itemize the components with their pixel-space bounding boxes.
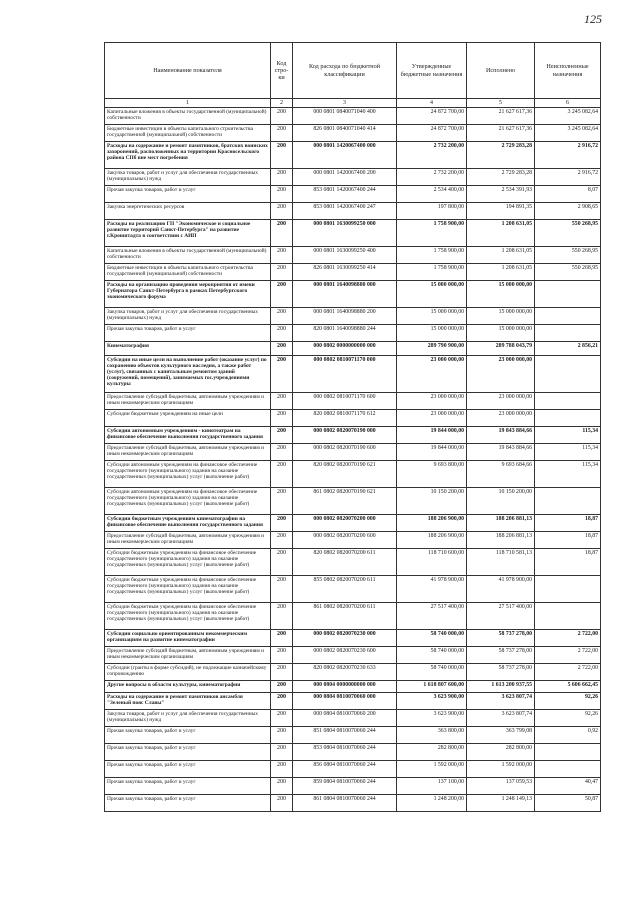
table-row [105, 220, 601, 247]
row-executed: 21 627 617,36 [467, 108, 535, 125]
row-approved: 1 758 900,00 [397, 220, 467, 247]
row-code: 200 [271, 169, 293, 186]
row-executed: 58 737 278,00 [467, 630, 535, 647]
row-name: Капитальные вложения в объекты государственной (муниципальной) собственности [105, 108, 271, 125]
row-expense-code: 000 0802 0810071170 600 [293, 393, 397, 410]
row-approved: 10 150 200,00 [397, 488, 467, 515]
row-name: Капитальные вложения в объекты государственной (муниципальной) собственности [105, 247, 271, 264]
row-name: Прочая закупка товаров, работ и услуг [105, 744, 271, 761]
row-name: Предоставление субсидий бюджетным, автономным учреждениям и иным некоммерческим организациям [105, 532, 271, 549]
row-remaining: 92,26 [535, 710, 601, 727]
table-row [105, 761, 601, 778]
row-name: Бюджетные инвестиции в объекты капитального строительства государственной (муниципальной) собственности [105, 264, 271, 281]
row-approved: 363 800,00 [397, 727, 467, 744]
row-expense-code: 000 0802 0820070230 000 [293, 630, 397, 647]
row-code: 200 [271, 108, 293, 125]
row-expense-code: 000 0801 1420067400 200 [293, 169, 397, 186]
row-expense-code: 000 0802 0820070190 600 [293, 444, 397, 461]
row-approved: 23 000 000,00 [397, 356, 467, 393]
row-name: Субсидии (гранты в форме субсидий), не подлежащие казначейскому сопровождению [105, 664, 271, 681]
row-remaining: 2 908,65 [535, 203, 601, 220]
row-approved: 23 000 000,00 [397, 393, 467, 410]
row-remaining: 550 268,95 [535, 264, 601, 281]
row-expense-code: 000 0802 0810071170 000 [293, 356, 397, 393]
row-executed: 2 729 283,28 [467, 169, 535, 186]
row-code: 200 [271, 325, 293, 342]
row-remaining [535, 744, 601, 761]
row-expense-code: 861 0802 0820070200 611 [293, 603, 397, 630]
row-code: 200 [271, 264, 293, 281]
table-row [105, 342, 601, 356]
row-approved: 27 517 400,00 [397, 603, 467, 630]
row-code: 200 [271, 630, 293, 647]
row-approved: 1 618 807 600,00 [397, 681, 467, 693]
row-approved: 24 872 700,00 [397, 108, 467, 125]
row-code: 200 [271, 461, 293, 488]
table-row [105, 603, 601, 630]
column-number-row [105, 99, 601, 108]
table-row [105, 744, 601, 761]
row-executed: 137 059,53 [467, 778, 535, 795]
table-row [105, 693, 601, 710]
row-remaining: 115,34 [535, 427, 601, 444]
row-code: 200 [271, 186, 293, 203]
table-row [105, 203, 601, 220]
row-expense-code: 000 0801 1630099250 000 [293, 220, 397, 247]
row-remaining [535, 325, 601, 342]
row-approved: 23 000 000,00 [397, 410, 467, 427]
column-number: 1 [105, 99, 271, 108]
row-code: 200 [271, 681, 293, 693]
row-remaining: 0,92 [535, 727, 601, 744]
row-expense-code: 000 0804 0810070060 200 [293, 710, 397, 727]
row-remaining [535, 761, 601, 778]
row-executed: 9 693 684,66 [467, 461, 535, 488]
table-row [105, 142, 601, 169]
table-row [105, 325, 601, 342]
row-approved: 9 693 800,00 [397, 461, 467, 488]
table-row [105, 461, 601, 488]
table-row [105, 444, 601, 461]
row-name: Предоставление субсидий бюджетным, автономным учреждениям и иным некоммерческим организациям [105, 647, 271, 664]
row-executed: 1 208 631,05 [467, 220, 535, 247]
table-row [105, 169, 601, 186]
row-executed: 1 592 000,00 [467, 761, 535, 778]
row-executed: 3 623 807,74 [467, 693, 535, 710]
row-executed: 1 208 631,05 [467, 247, 535, 264]
row-name: Другие вопросы в области культуры, кинематографии [105, 681, 271, 693]
table-row [105, 532, 601, 549]
row-code: 200 [271, 281, 293, 308]
row-approved: 2 732 200,00 [397, 142, 467, 169]
row-executed: 188 206 881,13 [467, 515, 535, 532]
column-number: 3 [293, 99, 397, 108]
row-approved: 1 248 200,00 [397, 795, 467, 812]
table-row [105, 247, 601, 264]
table-row [105, 125, 601, 142]
row-approved: 19 844 000,00 [397, 444, 467, 461]
row-name: Прочая закупка товаров, работ и услуг [105, 778, 271, 795]
row-remaining [535, 410, 601, 427]
row-name: Прочая закупка товаров, работ и услуг [105, 727, 271, 744]
row-executed: 58 737 278,00 [467, 664, 535, 681]
row-code: 200 [271, 515, 293, 532]
column-number: 6 [535, 99, 601, 108]
row-expense-code: 859 0804 0810070060 244 [293, 778, 397, 795]
row-name: Субсидии автономным учреждениям на финансовое обеспечение государственного (муниципального) задания на оказание государственных (муниципальных) услуг (выполнение работ) [105, 488, 271, 515]
table-row [105, 356, 601, 393]
row-code: 200 [271, 778, 293, 795]
row-remaining: 2 722,00 [535, 647, 601, 664]
table-row [105, 727, 601, 744]
row-expense-code: 000 0801 1640098880 000 [293, 281, 397, 308]
row-name: Субсидии бюджетным учреждениям на иные цели [105, 410, 271, 427]
row-code: 200 [271, 247, 293, 264]
row-approved: 3 623 900,00 [397, 693, 467, 710]
table-row [105, 795, 601, 812]
row-executed: 23 000 000,00 [467, 356, 535, 393]
column-number: 2 [271, 99, 293, 108]
row-remaining: 2 916,72 [535, 169, 601, 186]
row-code: 200 [271, 488, 293, 515]
row-expense-code: 000 0801 1420067400 000 [293, 142, 397, 169]
table-row [105, 488, 601, 515]
row-code: 200 [271, 727, 293, 744]
row-name: Субсидии социально ориентированным некоммерческим организациям на развитие кинематографии [105, 630, 271, 647]
table-row [105, 186, 601, 203]
row-remaining: 18,87 [535, 549, 601, 576]
row-executed: 2 534 391,93 [467, 186, 535, 203]
row-expense-code: 000 0802 0820070230 600 [293, 647, 397, 664]
row-remaining: 18,87 [535, 532, 601, 549]
row-name: Закупка товаров, работ и услуг для обеспечения государственных (муниципальных) нужд [105, 308, 271, 325]
row-name: Субсидии на иные цели на выполнение работ (оказание услуг) по сохранению объектов культурного наследия, а также работ (услуг), связанных с капитальным ремонтом зданий (сооружений, помещений), занимаемых гос.учреждениями культуры [105, 356, 271, 393]
page-number: 125 [584, 12, 602, 26]
row-expense-code: 826 0801 0840071040 414 [293, 125, 397, 142]
row-code: 200 [271, 664, 293, 681]
row-expense-code: 000 0802 0820070200 600 [293, 532, 397, 549]
row-expense-code: 851 0804 0810070060 244 [293, 727, 397, 744]
row-code: 200 [271, 125, 293, 142]
row-code: 200 [271, 410, 293, 427]
table-row [105, 647, 601, 664]
header-executed: Исполнено [467, 43, 535, 99]
row-executed: 41 978 900,00 [467, 576, 535, 603]
row-expense-code: 855 0802 0820070200 611 [293, 576, 397, 603]
table-row [105, 681, 601, 693]
row-name: Расходы на реализацию ГП "Экономическое и социальное развитие территорий Санкт-Петербурга" на развитие г.Кронштадта в соответствии с АИП [105, 220, 271, 247]
row-executed: 15 000 000,00 [467, 281, 535, 308]
row-remaining: 3 245 082,64 [535, 125, 601, 142]
row-code: 200 [271, 342, 293, 356]
row-code: 200 [271, 532, 293, 549]
row-remaining [535, 393, 601, 410]
row-name: Субсидии автономным учреждениям - кинотеатрам на финансовое обеспечение выполнения государственного задания [105, 427, 271, 444]
row-approved: 1 592 000,00 [397, 761, 467, 778]
row-expense-code: 820 0802 0820070230 633 [293, 664, 397, 681]
row-executed: 2 729 283,28 [467, 142, 535, 169]
row-executed: 19 843 884,66 [467, 427, 535, 444]
header-indicator-name: Наименование показателя [105, 43, 271, 99]
row-executed: 194 891,35 [467, 203, 535, 220]
row-expense-code: 826 0801 1630099250 414 [293, 264, 397, 281]
row-code: 200 [271, 603, 293, 630]
row-name: Субсидии бюджетным учреждениям на финансовое обеспечение государственного (муниципального) задания на оказание государственных (муниципальных) услуг (выполнение работ) [105, 576, 271, 603]
row-name: Расходы на содержание и ремонт памятников, братских воинских захоронений, расположенных на территории Красносельского района СПб вне мест погребения [105, 142, 271, 169]
row-name: Субсидии бюджетным учреждениям кинематографии на финансовое обеспечение выполнения государственного задания [105, 515, 271, 532]
row-expense-code: 000 0801 1630099250 400 [293, 247, 397, 264]
row-remaining [535, 488, 601, 515]
row-executed: 118 710 581,13 [467, 549, 535, 576]
row-code: 200 [271, 761, 293, 778]
column-number: 4 [397, 99, 467, 108]
row-remaining: 92,26 [535, 693, 601, 710]
row-name: Предоставление субсидий бюджетным, автономным учреждениям и иным некоммерческим организациям [105, 444, 271, 461]
row-executed: 10 150 200,00 [467, 488, 535, 515]
row-name: Прочая закупка товаров, работ и услуг [105, 325, 271, 342]
row-executed: 27 517 400,00 [467, 603, 535, 630]
row-code: 200 [271, 444, 293, 461]
table-row [105, 108, 601, 125]
row-approved: 15 000 000,00 [397, 308, 467, 325]
row-expense-code: 000 0802 0820070190 000 [293, 427, 397, 444]
row-expense-code: 861 0802 0820070190 621 [293, 488, 397, 515]
row-remaining: 3 245 082,64 [535, 108, 601, 125]
row-remaining: 2 722,00 [535, 630, 601, 647]
row-approved: 58 740 000,00 [397, 630, 467, 647]
row-expense-code: 853 0804 0810070060 244 [293, 744, 397, 761]
row-name: Закупка товаров, работ и услуг для обеспечения государственных (муниципальных) нужд [105, 169, 271, 186]
row-expense-code: 861 0804 0810070060 244 [293, 795, 397, 812]
row-executed: 23 000 000,00 [467, 393, 535, 410]
row-expense-code: 820 0802 0810071170 612 [293, 410, 397, 427]
table-row [105, 778, 601, 795]
row-expense-code: 000 0804 0000000000 000 [293, 681, 397, 693]
row-remaining: 5 606 662,45 [535, 681, 601, 693]
row-remaining: 2 722,00 [535, 664, 601, 681]
row-remaining: 40,47 [535, 778, 601, 795]
row-remaining: 115,34 [535, 444, 601, 461]
row-approved: 15 000 000,00 [397, 281, 467, 308]
table-row [105, 264, 601, 281]
row-remaining: 115,34 [535, 461, 601, 488]
row-code: 200 [271, 549, 293, 576]
row-remaining: 2 856,21 [535, 342, 601, 356]
row-approved: 58 740 000,00 [397, 647, 467, 664]
row-remaining: 550 268,95 [535, 220, 601, 247]
row-approved: 24 872 700,00 [397, 125, 467, 142]
row-name: Субсидии автономным учреждениям на финансовое обеспечение государственного (муниципального) задания на оказание государственных (муниципальных) услуг (выполнение работ) [105, 461, 271, 488]
column-number: 5 [467, 99, 535, 108]
row-approved: 118 710 600,00 [397, 549, 467, 576]
row-executed: 21 627 617,36 [467, 125, 535, 142]
row-remaining [535, 356, 601, 393]
row-approved: 3 623 900,00 [397, 710, 467, 727]
row-name: Закупка товаров, работ и услуг для обеспечения государственных (муниципальных) нужд [105, 710, 271, 727]
row-remaining: 550 268,95 [535, 247, 601, 264]
row-remaining: 50,87 [535, 795, 601, 812]
row-executed: 15 000 000,00 [467, 308, 535, 325]
row-code: 200 [271, 393, 293, 410]
row-name: Субсидии бюджетным учреждениям на финансовое обеспечение государственного (муниципального) задания на оказание государственных (муниципальных) услуг (выполнение работ) [105, 549, 271, 576]
row-expense-code: 853 0801 1420067400 247 [293, 203, 397, 220]
header-line-code: Код стро-ки [271, 43, 293, 99]
row-remaining [535, 281, 601, 308]
row-name: Бюджетные инвестиции в объекты капитального строительства государственной (муниципальной) собственности [105, 125, 271, 142]
row-name: Расходы на содержание и ремонт памятников ансамбля "Зеленый пояс Славы" [105, 693, 271, 710]
row-code: 200 [271, 356, 293, 393]
row-remaining [535, 576, 601, 603]
row-executed: 289 788 043,79 [467, 342, 535, 356]
row-expense-code: 000 0801 0840071040 400 [293, 108, 397, 125]
header-expense-code: Код расхода по бюджетной классификации [293, 43, 397, 99]
row-remaining: 2 916,72 [535, 142, 601, 169]
table-row [105, 393, 601, 410]
row-expense-code: 000 0802 0000000000 000 [293, 342, 397, 356]
row-name: Расходы на организацию проведения мероприятия от имени Губернатора Санкт-Петербурга в рамках Петербургского экономического форума [105, 281, 271, 308]
row-name: Предоставление субсидий бюджетным, автономным учреждениям и иным некоммерческим организациям [105, 393, 271, 410]
table-row [105, 664, 601, 681]
table-row [105, 427, 601, 444]
row-code: 200 [271, 427, 293, 444]
row-code: 200 [271, 795, 293, 812]
header-approved: Утвержденные бюджетные назначения [397, 43, 467, 99]
row-approved: 1 758 900,00 [397, 264, 467, 281]
row-expense-code: 000 0802 0820070200 000 [293, 515, 397, 532]
table-header-row [105, 43, 601, 99]
row-approved: 58 740 000,00 [397, 664, 467, 681]
table-row [105, 576, 601, 603]
row-remaining: 8,07 [535, 186, 601, 203]
table-body [105, 108, 601, 812]
row-code: 200 [271, 142, 293, 169]
table-row [105, 549, 601, 576]
row-code: 200 [271, 710, 293, 727]
row-executed: 188 206 881,13 [467, 532, 535, 549]
row-expense-code: 000 0801 1640098880 200 [293, 308, 397, 325]
row-name: Закупка энергетических ресурсов [105, 203, 271, 220]
row-approved: 289 790 900,00 [397, 342, 467, 356]
row-code: 200 [271, 220, 293, 247]
row-executed: 1 208 631,05 [467, 264, 535, 281]
row-approved: 41 978 900,00 [397, 576, 467, 603]
row-expense-code: 853 0801 1420067400 244 [293, 186, 397, 203]
row-executed: 15 000 000,00 [467, 325, 535, 342]
row-approved: 2 732 200,00 [397, 169, 467, 186]
row-remaining [535, 308, 601, 325]
row-remaining: 18,87 [535, 515, 601, 532]
row-executed: 3 623 807,74 [467, 710, 535, 727]
row-executed: 363 799,08 [467, 727, 535, 744]
row-expense-code: 820 0801 1640098880 244 [293, 325, 397, 342]
row-name: Прочая закупка товаров, работ и услуг [105, 186, 271, 203]
row-executed: 58 737 278,00 [467, 647, 535, 664]
row-approved: 19 844 000,00 [397, 427, 467, 444]
row-code: 200 [271, 308, 293, 325]
row-code: 200 [271, 647, 293, 664]
row-remaining [535, 603, 601, 630]
row-expense-code: 000 0804 0810070060 000 [293, 693, 397, 710]
row-code: 200 [271, 576, 293, 603]
table-row [105, 281, 601, 308]
row-approved: 197 800,00 [397, 203, 467, 220]
table-row [105, 410, 601, 427]
row-name: Прочая закупка товаров, работ и услуг [105, 795, 271, 812]
header-remaining: Неисполненные назначения [535, 43, 601, 99]
row-name: Кинематография [105, 342, 271, 356]
row-name: Субсидии бюджетным учреждениям на финансовое обеспечение государственного (муниципального) задания на оказание государственных (муниципальных) услуг (выполнение работ) [105, 603, 271, 630]
row-executed: 19 843 884,66 [467, 444, 535, 461]
row-expense-code: 856 0804 0810070060 244 [293, 761, 397, 778]
row-executed: 23 000 000,00 [467, 410, 535, 427]
row-expense-code: 820 0802 0820070190 621 [293, 461, 397, 488]
row-approved: 15 000 000,00 [397, 325, 467, 342]
row-approved: 188 206 900,00 [397, 532, 467, 549]
row-executed: 1 613 200 937,55 [467, 681, 535, 693]
row-name: Прочая закупка товаров, работ и услуг [105, 761, 271, 778]
table-row [105, 630, 601, 647]
table-row [105, 710, 601, 727]
table-row [105, 515, 601, 532]
row-approved: 2 534 400,00 [397, 186, 467, 203]
row-code: 200 [271, 203, 293, 220]
row-executed: 1 248 149,13 [467, 795, 535, 812]
row-executed: 282 800,00 [467, 744, 535, 761]
row-expense-code: 820 0802 0820070200 611 [293, 549, 397, 576]
budget-table [104, 42, 601, 812]
row-approved: 1 758 900,00 [397, 247, 467, 264]
row-code: 200 [271, 744, 293, 761]
row-approved: 188 206 900,00 [397, 515, 467, 532]
row-approved: 282 800,00 [397, 744, 467, 761]
row-code: 200 [271, 693, 293, 710]
row-approved: 137 100,00 [397, 778, 467, 795]
table-row [105, 308, 601, 325]
